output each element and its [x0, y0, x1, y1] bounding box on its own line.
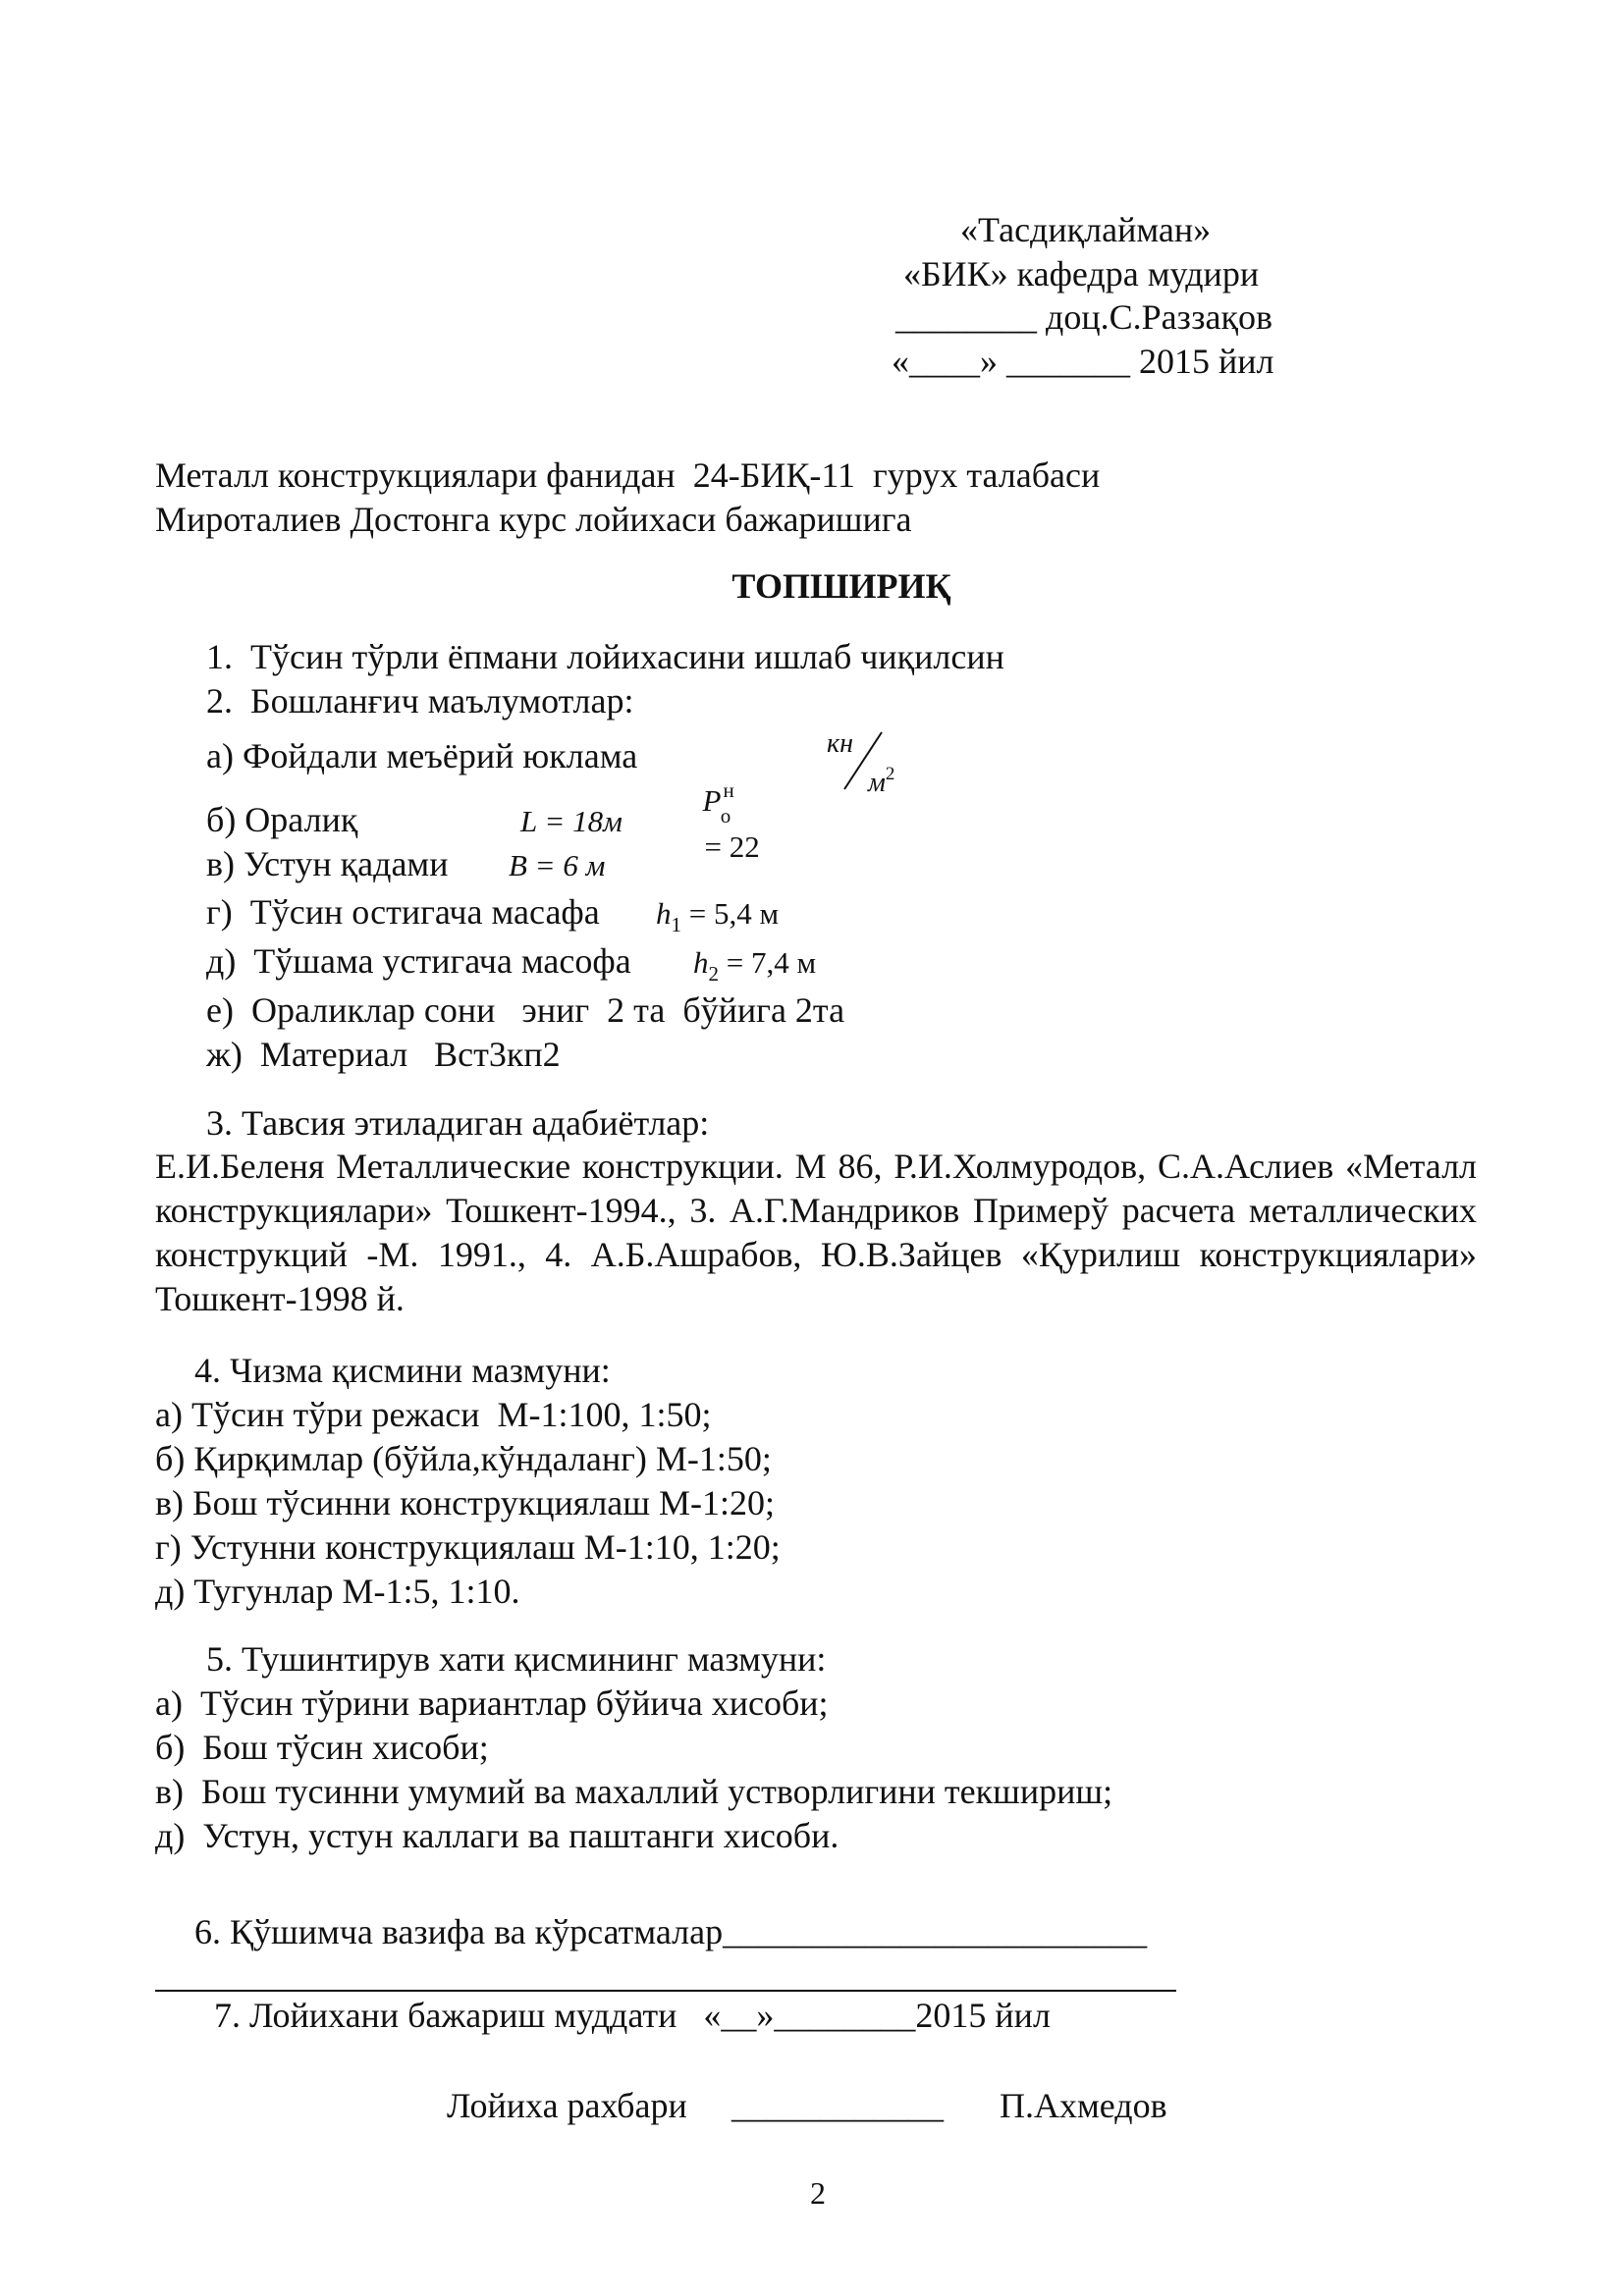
- item-1: 1. Тўсин тўрли ёпмани лойихасини ишлаб чиқилсин: [206, 637, 1004, 676]
- deadline: 7. Лойихани бажариш муддати «__»________2015 йил: [214, 1996, 1051, 2035]
- approval-date-line: «____» _______ 2015 йил: [892, 342, 1274, 381]
- unit-denominator: [868, 762, 894, 808]
- data-a-label: а) Фойдали меъёрий юклама: [206, 736, 638, 775]
- page-number: 2: [810, 2175, 826, 2211]
- load-value: = 22: [704, 829, 760, 864]
- h2-value: = 7,4 м: [726, 945, 817, 980]
- h2-subscript: 2: [708, 962, 719, 986]
- data-e: е) Ораликлар сони эниг 2 та бўйига 2та: [206, 990, 845, 1030]
- literature-heading: 3. Тавсия этиладиган адабиётлар:: [206, 1103, 710, 1143]
- item-2: 2. Бошланғич маълумотлар:: [206, 681, 634, 721]
- supervisor-signature-line: ____________: [731, 2086, 944, 2125]
- h1-value: = 5,4 м: [688, 896, 780, 931]
- data-d-label: д) Тўшама устигача масофа: [206, 941, 631, 981]
- approval-position: «БИК» кафедра мудири: [903, 254, 1260, 294]
- data-d-formula: [693, 941, 816, 988]
- intro-line-1: Металл конструкциялари фанидан 24-БИҚ-11 гурух талабаси: [155, 455, 1101, 495]
- explanatory-item: в) Бош тусинни умумий ва махаллий устворлигини текшириш;: [155, 1772, 1113, 1811]
- intro-line-2: Мироталиев Достонга курс лойихаси бажаришига: [155, 500, 912, 539]
- data-v-label: в) Устун қадами: [206, 844, 449, 883]
- unit-denominator-power: 2: [885, 764, 895, 784]
- data-g-label: г) Тўсин остигача масафа: [206, 892, 600, 932]
- supervisor-label: Лойиха рахбари: [447, 2086, 687, 2125]
- h1-symbol: h: [656, 896, 672, 931]
- data-b-formula: L = 18м: [520, 804, 623, 838]
- load-symbol: P: [702, 783, 722, 818]
- supervisor-name: П.Ахмедов: [1000, 2086, 1167, 2125]
- drawing-item: д) Тугунлар М-1:5, 1:10.: [155, 1572, 520, 1611]
- drawing-heading: 4. Чизма қисмини мазмуни:: [194, 1351, 611, 1390]
- explanatory-item: д) Устун, устун каллаги ва паштанги хисоби.: [155, 1816, 839, 1855]
- data-v-formula: B = 6 м: [509, 848, 606, 882]
- h2-symbol: h: [693, 945, 709, 980]
- additional-tasks-line: [155, 1990, 1176, 1992]
- explanatory-item: б) Бош тўсин хисоби;: [155, 1728, 489, 1767]
- document-heading: ТОПШИРИҚ: [731, 566, 951, 606]
- drawing-item: а) Тўсин тўри режаси М-1:100, 1:50;: [155, 1395, 712, 1434]
- unit-numerator: кн: [827, 728, 853, 759]
- h1-subscript: 1: [671, 913, 681, 936]
- approval-title: «Тасдиқлайман»: [960, 210, 1212, 249]
- data-zh: ж) Материал Вст3кп2: [206, 1035, 561, 1074]
- literature-text: Е.И.Беленя Металлические конструкции. М 86, Р.И.Холмуродов, С.А.Аслиев «Металл конструкциялари» Тошкент-1994., 3. А.Г.Мандриков Примерў расчета металлических конструкций -М. 1991., 4. А.Б.Ашрабов, Ю.В.Зайцев «Қурилиш конструкциялари» Тошкент-1998 й.: [155, 1147, 1477, 1318]
- unit-denominator-text: м: [868, 768, 886, 798]
- approval-signature-line: ________ доц.С.Раззақов: [895, 297, 1272, 337]
- data-g-formula: [656, 892, 779, 938]
- load-superscript: н: [723, 778, 734, 802]
- drawing-item: г) Устунни конструкциялаш М-1:10, 1:20;: [155, 1527, 781, 1567]
- data-b-label: б) Оралиқ: [206, 800, 358, 839]
- load-subscript: о: [720, 804, 731, 828]
- drawing-item: в) Бош тўсинни конструкциялаш М-1:20;: [155, 1483, 776, 1522]
- explanatory-heading: 5. Тушинтирув хати қисмининг мазмуни:: [206, 1639, 827, 1679]
- drawing-item: б) Қирқимлар (бўйла,кўндаланг) М-1:50;: [155, 1439, 772, 1478]
- data-a-formula: [687, 736, 760, 869]
- additional-tasks: 6. Қўшимча вазифа ва кўрсатмалар________________________: [194, 1912, 1148, 1951]
- explanatory-item: а) Тўсин тўрини вариантлар бўйича хисоби;: [155, 1683, 829, 1723]
